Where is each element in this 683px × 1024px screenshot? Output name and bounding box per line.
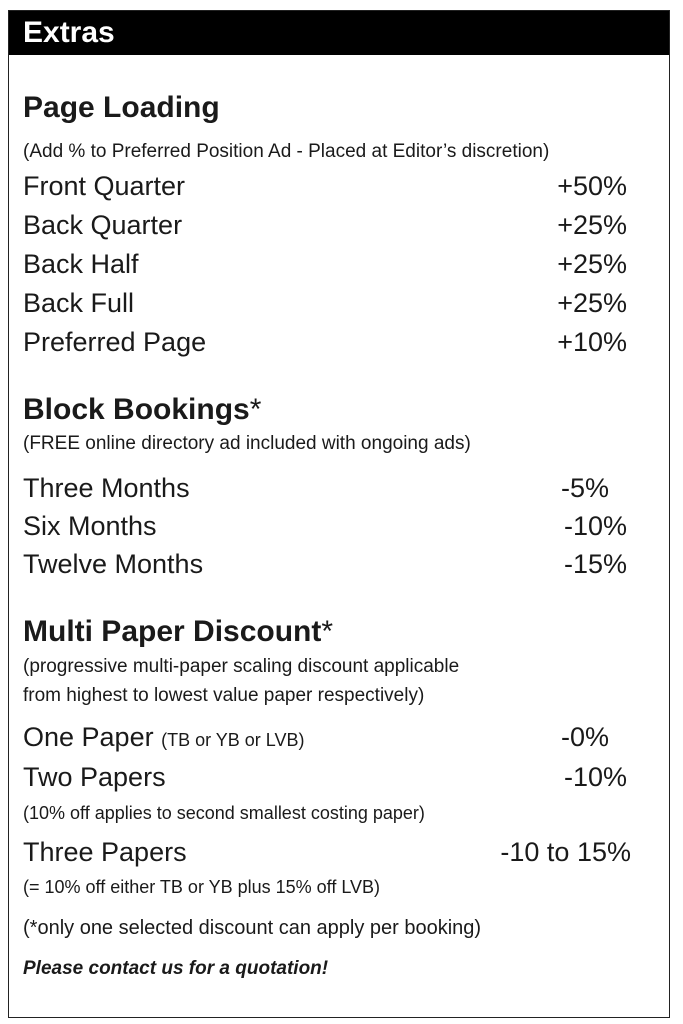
page-loading-row-label: Back Quarter [23, 210, 183, 240]
one-paper-row [23, 722, 305, 753]
two-papers-value: -10% [563, 762, 627, 792]
page-loading-row-label: Back Half [23, 249, 139, 279]
block-bookings-title-wrap [23, 393, 261, 427]
page-loading-row-label: Preferred Page [23, 327, 207, 357]
multi-paper-note-line1: (progressive multi-paper scaling discount applicable [23, 656, 460, 677]
page-loading-note: (Add % to Preferred Position Ad - Placed at Editor’s discretion) [23, 141, 550, 162]
multi-paper-note-line2: from highest to lowest value paper respectively) [23, 685, 425, 706]
page-loading-row-value: +25% [557, 288, 627, 318]
contact-cta: Please contact us for a quotation! [23, 958, 329, 979]
three-papers-note: (= 10% off either TB or YB plus 15% off LVB) [23, 877, 381, 897]
page-loading-row-label: Front Quarter [23, 171, 186, 201]
block-bookings-row-value: -10% [563, 511, 627, 541]
block-bookings-row-value: -15% [563, 549, 627, 579]
multi-paper-title: Multi Paper Discount [23, 615, 322, 648]
multi-paper-title-wrap [23, 615, 333, 649]
discount-disclaimer: (*only one selected discount can apply per booking) [23, 917, 482, 939]
one-paper-sub: (TB or YB or LVB) [161, 730, 305, 750]
page-loading-row-value: +25% [557, 210, 627, 240]
two-papers-note: (10% off applies to second smallest costing paper) [23, 803, 425, 823]
block-bookings-row-value: -5% [560, 473, 609, 503]
page-loading-row-label: Back Full [23, 288, 135, 318]
page-loading-row-value: +25% [557, 249, 627, 279]
asterisk-mark: * [321, 615, 334, 648]
block-bookings-row-label: Six Months [23, 511, 157, 541]
page-loading-row-value: +10% [557, 327, 627, 357]
extras-header: Extras [9, 11, 669, 55]
block-bookings-title: Block Bookings [23, 393, 250, 426]
two-papers-label: Two Papers [23, 762, 166, 792]
page-loading-row-value: +50% [557, 171, 627, 201]
page-loading-title: Page Loading [23, 91, 220, 124]
extras-panel [8, 10, 670, 1018]
asterisk-mark: * [249, 393, 262, 426]
block-bookings-row-label: Twelve Months [23, 549, 204, 579]
three-papers-label: Three Papers [23, 837, 187, 867]
one-paper-value: -0% [560, 722, 609, 752]
one-paper-label: One Paper [23, 722, 154, 752]
block-bookings-note: (FREE online directory ad included with ongoing ads) [23, 433, 471, 454]
three-papers-value: -10 to 15% [500, 837, 631, 867]
block-bookings-row-label: Three Months [23, 473, 190, 503]
